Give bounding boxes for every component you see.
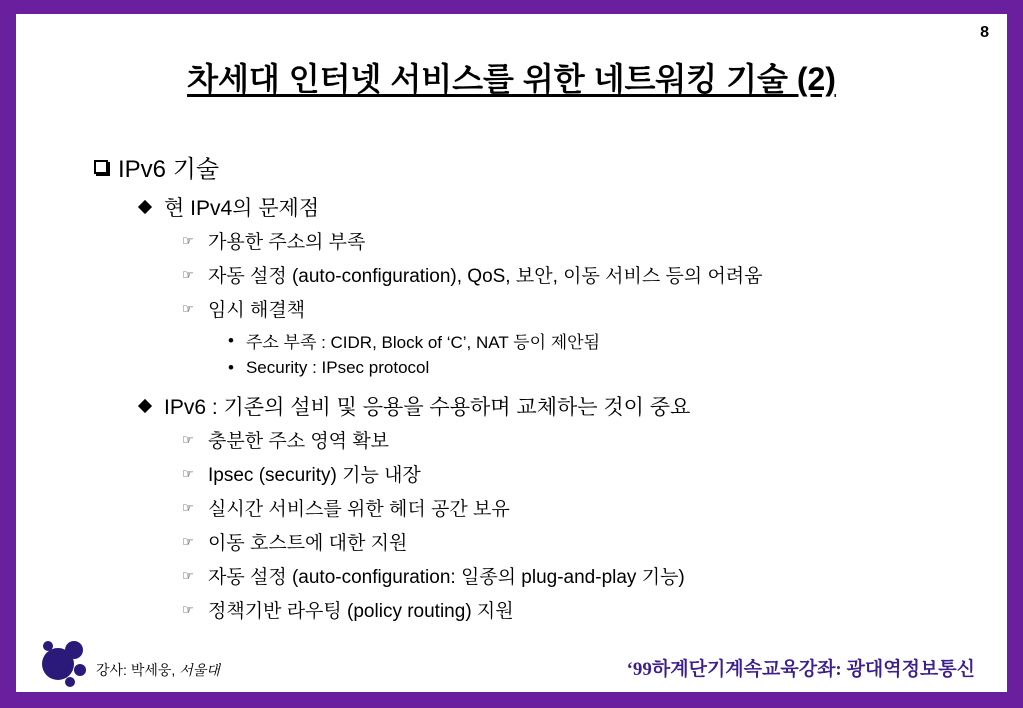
bullet-level1 xyxy=(94,149,219,184)
diamond-bullet-icon xyxy=(138,200,152,214)
pointing-hand-icon: ☞ xyxy=(182,465,194,481)
bullet-text: Security : IPsec protocol xyxy=(245,358,430,377)
pointing-hand-icon: ☞ xyxy=(182,232,194,248)
bullet-level3 xyxy=(182,295,305,322)
lecturer-affiliation: 서울대 xyxy=(179,662,220,678)
dot-bullet-icon: • xyxy=(228,358,234,377)
bullet-level3 xyxy=(182,562,685,589)
footer-lecturer xyxy=(96,660,220,680)
bullet-text: 임시 해결책 xyxy=(208,300,306,321)
bullet-text: 정책기반 라우팅 (policy routing) 지원 xyxy=(208,601,514,622)
bullet-level3 xyxy=(182,494,510,521)
dot-bullet-icon: • xyxy=(228,330,234,350)
bullet-level3 xyxy=(182,528,407,555)
bullet-text: 이동 호스트에 대한 지원 xyxy=(208,533,408,554)
pointing-hand-icon: ☞ xyxy=(182,533,194,549)
bullet-text: 충분한 주소 영역 확보 xyxy=(208,431,390,452)
logo-icon xyxy=(36,634,92,690)
bullet-level4 xyxy=(228,328,600,353)
bullet-level3 xyxy=(182,426,389,453)
slide xyxy=(16,14,1007,692)
diamond-bullet-icon xyxy=(138,399,152,413)
pointing-hand-icon: ☞ xyxy=(182,300,194,316)
bullet-level3 xyxy=(182,261,763,288)
bullet-level3 xyxy=(182,596,514,623)
pointing-hand-icon: ☞ xyxy=(182,499,194,515)
bullet-level4 xyxy=(228,358,429,378)
slide-title: 차세대 인터넷 서비스를 위한 네트워킹 기술 (2) xyxy=(187,61,836,97)
checkbox-bullet-icon xyxy=(94,160,108,174)
bullet-text: IPv6 기술 xyxy=(118,156,220,183)
bullet-text: 실시간 서비스를 위한 헤더 공간 보유 xyxy=(208,499,510,520)
bullet-level2 xyxy=(138,192,319,222)
bullet-level3 xyxy=(182,227,365,254)
pointing-hand-icon: ☞ xyxy=(182,266,194,282)
bullet-level2 xyxy=(138,391,690,421)
pointing-hand-icon: ☞ xyxy=(182,431,194,447)
bullet-text: 주소 부족 : CIDR, Block of ‘C’, NAT 등이 제안됨 xyxy=(245,333,600,352)
footer-course: ‘99하계단기계속교육강좌: 광대역정보통신 xyxy=(626,659,975,680)
bullet-text: IPv6 : 기존의 설비 및 응용을 수용하며 교체하는 것이 중요 xyxy=(164,396,691,419)
page-number: 8 xyxy=(980,24,989,41)
bullet-level3 xyxy=(182,460,421,487)
bullet-text: 현 IPv4의 문제점 xyxy=(164,197,320,220)
pointing-hand-icon: ☞ xyxy=(182,601,194,617)
lecturer-name: 강사: 박세웅, xyxy=(96,662,180,678)
bullet-text: Ipsec (security) 기능 내장 xyxy=(208,465,421,486)
pointing-hand-icon: ☞ xyxy=(182,567,194,583)
bullet-text: 자동 설정 (auto-configuration: 일종의 plug-and-play 기능) xyxy=(208,567,685,588)
slide-body xyxy=(16,14,1007,692)
bullet-text: 가용한 주소의 부족 xyxy=(208,232,366,253)
bullet-text: 자동 설정 (auto-configuration), QoS, 보안, 이동 서비스 등의 어려움 xyxy=(208,266,763,287)
